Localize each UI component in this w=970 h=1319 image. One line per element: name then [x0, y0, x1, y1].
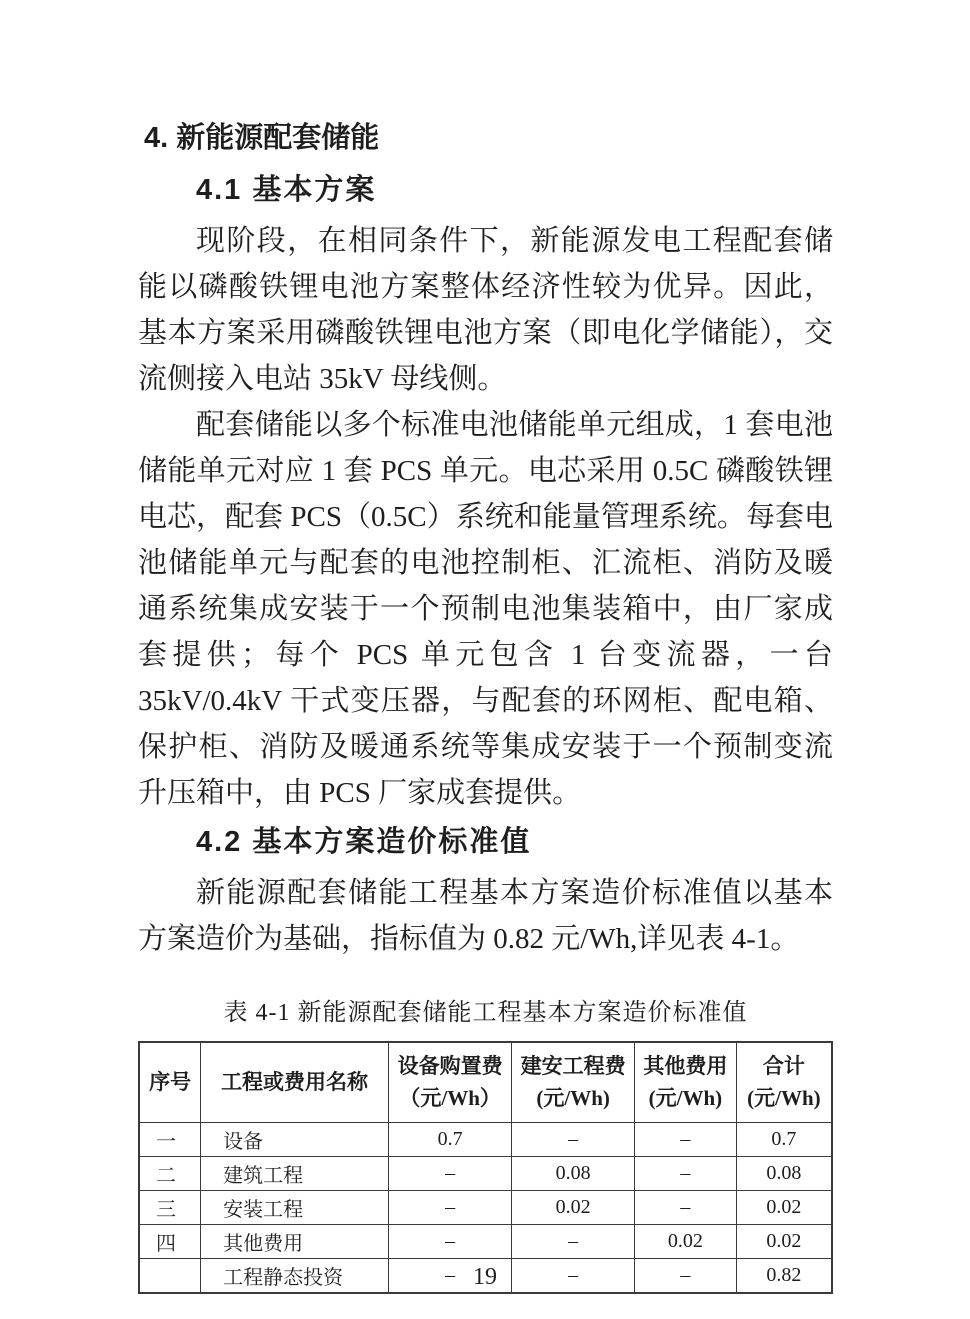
paragraph-basic-scheme-2: 配套储能以多个标准电池储能单元组成，1 套电池储能单元对应 1 套 PCS 单元。电芯采用 0.5C 磷酸铁锂电芯，配套 PCS（0.5C）系统和能量管理系统。每套电池储能单元与配套的电池控制柜、汇流柜、消防及暖通系统集成安装于一个预制电池集装箱中，由厂家成套提供；每个 PCS 单元包含 1 台变流器，一台 35kV/0.4kV 干式变压器，与配套的环网柜、配电箱、保护柜、消防及暖通系统等集成安装于一个预制变流升压箱中，由 PCS 厂家成套提供。: [138, 409, 833, 809]
row-item-name: 其他费用: [201, 1224, 389, 1258]
table-row-building-works: [139, 1156, 832, 1190]
table-row-other-expenses: [139, 1224, 832, 1258]
table-caption: 表 4-1 新能源配套储能工程基本方案造价标准值: [223, 1000, 748, 1026]
construction-cost-unit: (元/Wh): [536, 1086, 610, 1111]
col-header-index-label: 序号: [149, 1070, 192, 1095]
paragraph-basic-scheme-1: 现阶段，在相同条件下，新能源发电工程配套储能以磷酸铁锂电池方案整体经济性较为优异。因此，基本方案采用磷酸铁锂电池方案（即电化学储能），交流侧接入电站 35kV 母线侧。: [138, 225, 833, 395]
row-item-name: 设备: [201, 1122, 389, 1156]
total-value: 0.02: [736, 1224, 832, 1258]
paragraph-cost-standard: 新能源配套储能工程基本方案造价标准值以基本方案造价为基础，指标值为 0.82 元/Wh,详见表 4-1。: [138, 877, 833, 955]
equipment-cost-value: –: [388, 1258, 511, 1293]
total-value: 0.82: [736, 1258, 832, 1293]
construction-cost-value: 0.02: [512, 1190, 635, 1224]
section-heading: 4. 新能源配套储能: [144, 122, 380, 154]
equipment-cost-value: 0.7: [388, 1122, 511, 1156]
other-cost-unit: (元/Wh): [648, 1086, 723, 1111]
total-value: 0.02: [736, 1190, 832, 1224]
table-row-installation-works: [139, 1190, 832, 1224]
total-value: 0.08: [736, 1156, 832, 1190]
total-unit: (元/Wh): [747, 1086, 821, 1111]
col-header-other-cost: 其他费用 (元/Wh): [634, 1042, 736, 1122]
row-index: 四: [139, 1224, 201, 1258]
equipment-cost-unit: （元/Wh）: [399, 1086, 501, 1111]
other-cost-value: –: [634, 1258, 736, 1293]
construction-cost-value: 0.08: [512, 1156, 635, 1190]
row-index: 一: [139, 1122, 201, 1156]
equipment-cost-value: –: [388, 1156, 511, 1190]
subsection-heading-41: 4.1 基本方案: [196, 174, 377, 206]
subsection-heading-42: 4.2 基本方案造价标准值: [196, 826, 532, 858]
row-index: 三: [139, 1190, 201, 1224]
construction-cost-value: –: [512, 1224, 635, 1258]
construction-cost-value: –: [512, 1122, 635, 1156]
table-row-equipment: [139, 1122, 832, 1156]
other-cost-value: –: [634, 1122, 736, 1156]
col-header-construction-cost: 建安工程费 (元/Wh): [512, 1042, 635, 1122]
col-header-total: 合计 (元/Wh): [736, 1042, 832, 1122]
row-item-name: 工程静态投资: [201, 1258, 389, 1293]
col-header-equipment-cost: 设备购置费 （元/Wh）: [388, 1042, 511, 1122]
table-header-row: [139, 1042, 832, 1122]
construction-cost-value: –: [512, 1258, 635, 1293]
col-header-item-name-label: 工程或费用名称: [221, 1070, 369, 1095]
cost-standard-table: [138, 1041, 833, 1294]
page-number: 19: [473, 1264, 497, 1290]
row-item-name: 安装工程: [201, 1190, 389, 1224]
row-item-name: 建筑工程: [201, 1156, 389, 1190]
other-cost-value: 0.02: [634, 1224, 736, 1258]
other-cost-value: –: [634, 1156, 736, 1190]
other-cost-value: –: [634, 1190, 736, 1224]
col-header-index: [139, 1042, 201, 1122]
row-index: 二: [139, 1156, 201, 1190]
col-header-item-name: [201, 1042, 389, 1122]
equipment-cost-value: –: [388, 1224, 511, 1258]
total-value: 0.7: [736, 1122, 832, 1156]
equipment-cost-value: –: [388, 1190, 511, 1224]
